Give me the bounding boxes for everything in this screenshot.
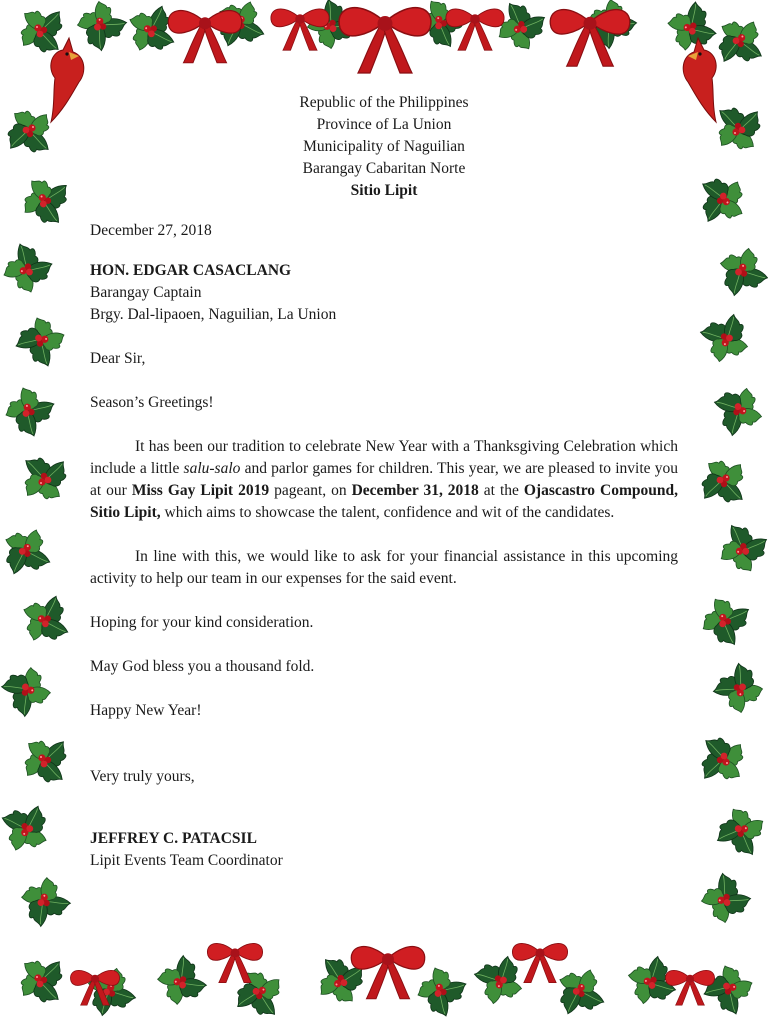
letterhead-province: Province of La Union [316, 116, 452, 133]
signature-block [90, 828, 678, 872]
ribbon-bow-icon [550, 10, 630, 67]
cardinal-bird-icon [51, 38, 84, 122]
ribbon-bow-icon [351, 947, 424, 999]
letterhead-sitio: Sitio Lipit [350, 182, 418, 199]
recipient-address: Brgy. Dal-lipaoen, Naguilian, La Union [90, 306, 337, 323]
bottom-garland [16, 943, 763, 1024]
line-hoping: Hoping for your kind consideration. [90, 614, 314, 631]
paragraph-text: at the [478, 482, 524, 499]
signatory-name: JEFFREY C. PATACSIL [90, 830, 257, 847]
line-new-year: Happy New Year! [90, 702, 202, 719]
ribbon-bow-icon [339, 8, 431, 73]
letterhead-country: Republic of the Philippines [299, 94, 469, 111]
ribbon-bow-icon [512, 943, 567, 982]
letter-date: December 27, 2018 [90, 222, 212, 239]
letter-body [90, 92, 678, 872]
letterhead-barangay: Barangay Cabaritan Norte [302, 160, 466, 177]
recipient-title: Barangay Captain [90, 284, 202, 301]
recipient-name: HON. EDGAR CASACLANG [90, 262, 292, 279]
signatory-title: Lipit Events Team Coordinator [90, 852, 283, 869]
top-garland [16, 0, 768, 73]
salutation: Dear Sir, [90, 350, 146, 367]
recipient-block [90, 260, 678, 326]
body-paragraph-request: In line with this, we would like to ask for your financial assistance in this upcoming activity to help our team in our expenses for the said event. [90, 548, 678, 587]
cardinal-bird-icon [683, 38, 716, 122]
paragraph-text: which aims to showcase the talent, confidence and wit of the candidates. [160, 504, 615, 521]
greeting: Season’s Greetings! [90, 394, 214, 411]
closing: Very truly yours, [90, 768, 195, 785]
paragraph-text: pageant, on [269, 482, 352, 499]
letterhead-municipality: Municipality of Naguilian [303, 138, 465, 155]
event-venue: Ojascastro Compound, Sitio Lipit, [90, 482, 678, 521]
paragraph-text: and parlor games for children. This year, we are pleased to invite you at our [90, 460, 678, 499]
right-garland [690, 102, 768, 937]
paragraph-italic-term: salu-salo [183, 460, 241, 477]
body-paragraph-invitation [90, 436, 678, 524]
event-date: December 31, 2018 [351, 482, 479, 499]
event-name: Miss Gay Lipit 2019 [131, 482, 270, 499]
paragraph-text: It has been our tradition to celebrate New Year with a Thanksgiving Celebration which include a little [90, 438, 678, 477]
left-garland [0, 106, 81, 940]
line-blessing: May God bless you a thousand fold. [90, 658, 315, 675]
letterhead [90, 92, 678, 202]
